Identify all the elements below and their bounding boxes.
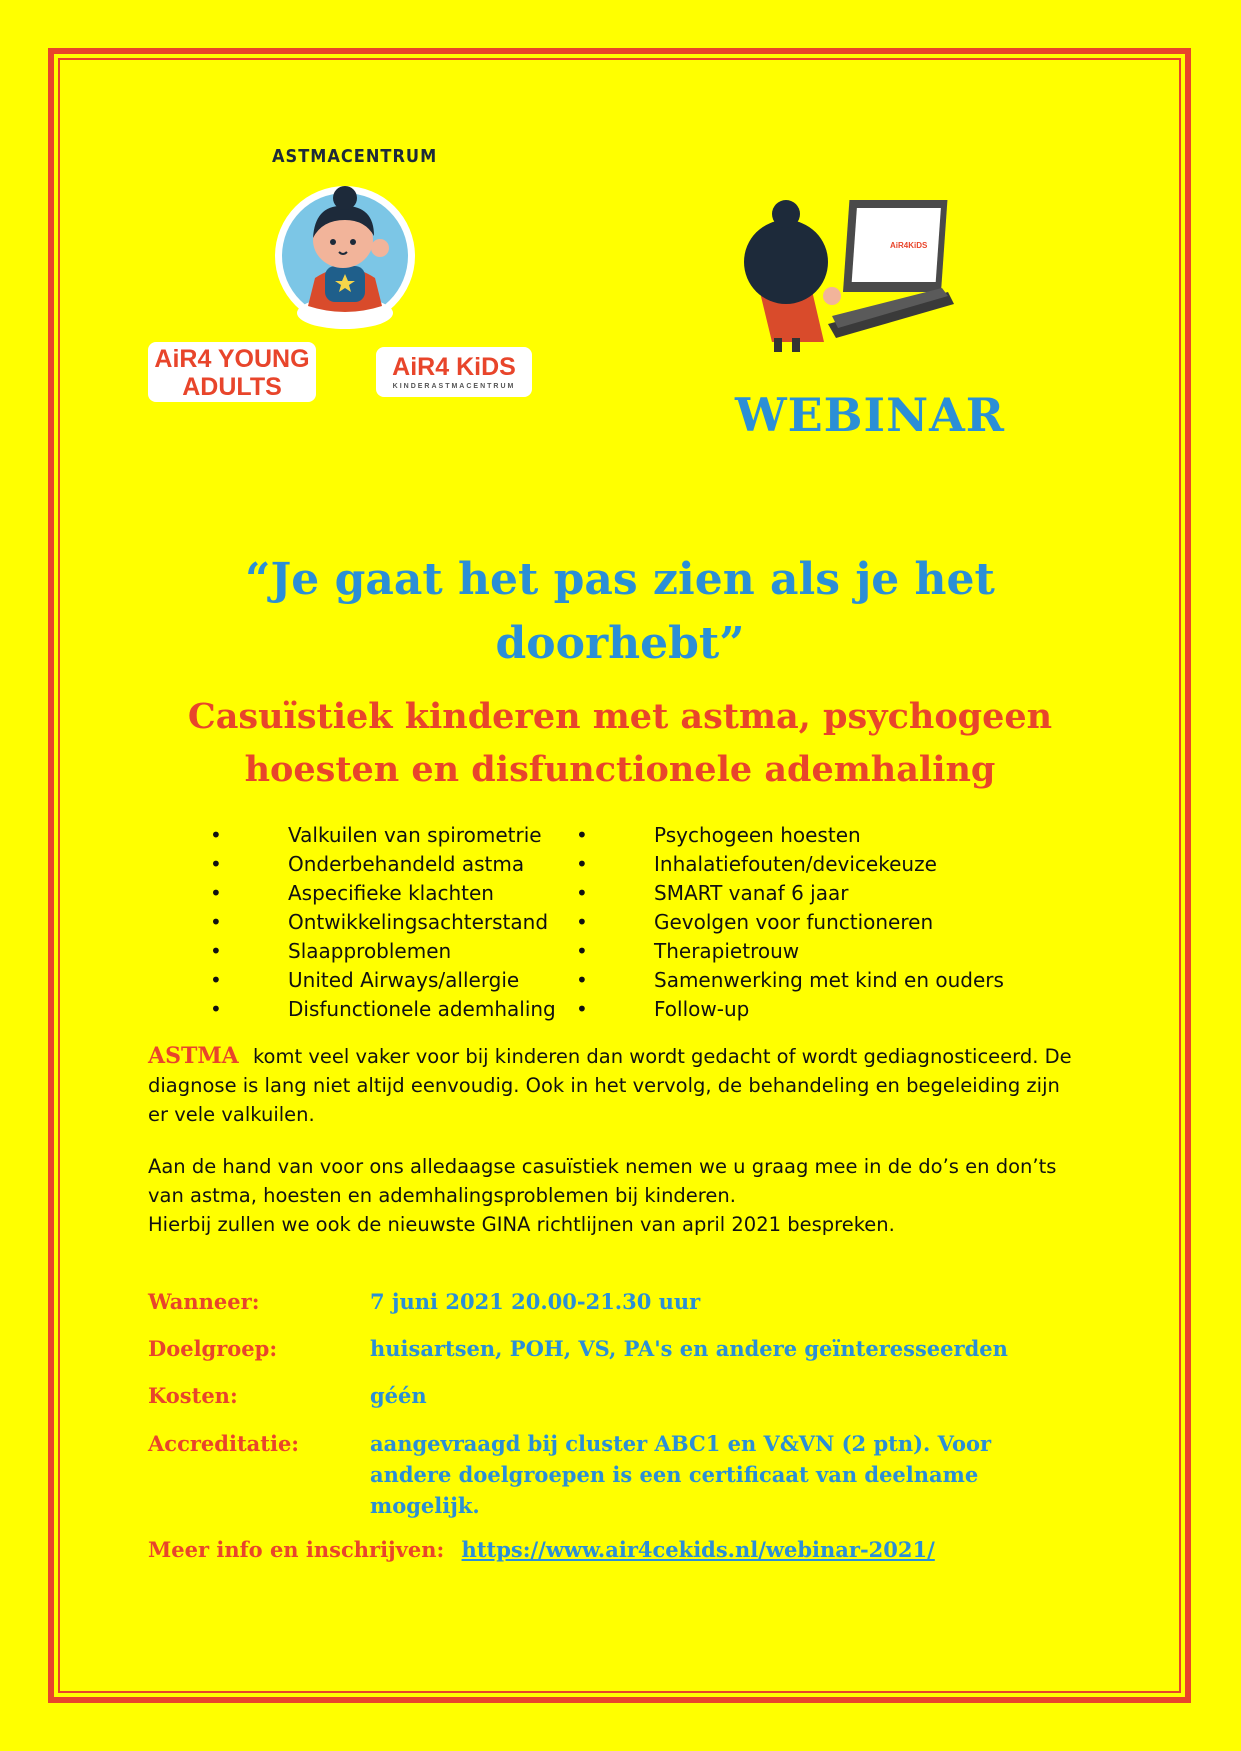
air4ce-kids-logo — [376, 347, 532, 397]
bullet-dot: • — [576, 852, 588, 876]
bullet-dot: • — [576, 939, 588, 963]
accreditation-label: Accreditatie: — [148, 1431, 300, 1456]
air4ce-young-adults-logo — [148, 342, 316, 402]
bullet-dot: • — [210, 852, 222, 876]
bullet-dot: • — [576, 881, 588, 905]
registration-link[interactable]: https://www.air4cekids.nl/webinar-2021/ — [461, 1537, 935, 1562]
when-value: 7 juni 2021 20.00-21.30 uur — [370, 1289, 701, 1314]
bullet-dot: • — [576, 968, 588, 992]
body-paragraph — [148, 1152, 1078, 1239]
logo-kids-text: AiR4 KiDS — [392, 353, 516, 381]
bullet-dot: • — [576, 997, 588, 1021]
cost-value: géén — [370, 1383, 427, 1408]
mascot-logo — [270, 178, 420, 338]
intro-paragraph — [148, 1042, 1078, 1129]
bullet-dot: • — [576, 823, 588, 847]
when-label: Wanneer: — [148, 1289, 260, 1314]
audience-value: huisartsen, POH, VS, PA's en andere geïnteresseerden — [370, 1336, 1008, 1361]
bullet-dot: • — [210, 823, 222, 847]
intro-text: komt veel vaker voor bij kinderen dan wordt gedacht of wordt gediagnosticeerd. De diagnose is lang niet altijd eenvoudig. Ook in het vervolg, de behandeling en begeleiding zijn er vele valkuilen. — [148, 1045, 1072, 1126]
astma-highlight: ASTMA — [148, 1043, 239, 1069]
audience-label: Doelgroep: — [148, 1336, 278, 1361]
more-info-label: Meer info en inschrijven: — [148, 1537, 445, 1562]
subtitle: Casuïstiek kinderen met astma, psychogeen hoesten en disfunctionele ademhaling — [187, 696, 1053, 790]
astmacentrum-label: ASTMACENTRUM — [272, 146, 438, 167]
body-line-2: Hierbij zullen we ook de nieuwste GINA richtlijnen van april 2021 bespreken. — [148, 1213, 895, 1236]
bullet-dot: • — [210, 910, 222, 934]
bullet-dot: • — [210, 968, 222, 992]
more-info — [148, 1537, 935, 1562]
laptop-illustration — [728, 192, 958, 372]
logo-young-line1: AiR4 YOUNG — [154, 345, 310, 373]
quote-title: “Je gaat het pas zien als je het doorhebt” — [245, 554, 995, 669]
bullet-dot: • — [210, 997, 222, 1021]
cost-label: Kosten: — [148, 1383, 238, 1408]
logo-young-line2: ADULTS — [182, 373, 282, 401]
bullet-dot: • — [576, 910, 588, 934]
webinar-heading: WEBINAR — [734, 388, 1006, 442]
laptop-screen-text: AiR4KiDS — [890, 241, 928, 250]
accreditation-value: aangevraagd bij cluster ABC1 en V&VN (2 ptn). Voor andere doelgroepen is een certificaat van deelname mogelijk. — [370, 1431, 992, 1518]
logo-kids-subtitle: KINDERASTMACENTRUM — [392, 383, 516, 390]
bullet-dot: • — [210, 881, 222, 905]
bullet-dot: • — [210, 939, 222, 963]
body-line-1: Aan de hand van voor ons alledaagse casuïstiek nemen we u graag mee in de do’s en don’ts van astma, hoesten en ademhalingsproblemen bij kinderen. — [148, 1155, 1057, 1207]
